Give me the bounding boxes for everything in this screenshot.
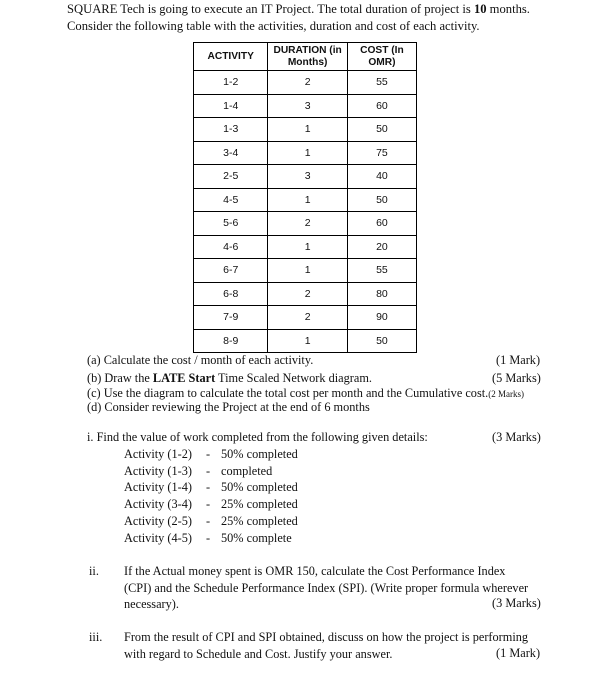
cell-activity: 6-8 [194, 282, 268, 306]
sub-question-iii-marks: (1 Mark) [496, 646, 541, 660]
cell-duration: 1 [268, 329, 347, 353]
intro-line-1: SQUARE Tech is going to execute an IT Project. The total duration of project is 10 months. [67, 2, 530, 16]
table-row [194, 94, 417, 118]
cell-activity: 2-5 [194, 165, 268, 189]
sub-question-ii: If the Actual money spent is OMR 150, calculate the Cost Performance Index (CPI) and the Schedule Performance Index (SPI). (Write proper formula wherever necessary). [124, 564, 529, 611]
sub-question-i: i. Find the value of work completed from the following given details: [87, 430, 428, 444]
cell-duration: 1 [268, 235, 347, 259]
header-activity: ACTIVITY [194, 43, 268, 71]
question-b-marks: (5 Marks) [492, 371, 541, 385]
cell-cost: 60 [347, 212, 416, 236]
list-item: Activity (2-5) - 25% completed [124, 513, 298, 528]
cell-activity: 1-4 [194, 94, 268, 118]
cell-cost: 50 [347, 188, 416, 212]
cell-duration: 3 [268, 94, 347, 118]
table-row [194, 306, 417, 330]
cell-activity: 1-2 [194, 71, 268, 95]
list-item: Activity (1-2) - 50% completed [124, 447, 298, 461]
table-row [194, 118, 417, 142]
question-c: (c) Use the diagram to calculate the total cost per month and the Cumulative cost.(2 Marks) [87, 386, 524, 400]
table-row [194, 212, 417, 236]
cell-activity: 7-9 [194, 306, 268, 330]
cell-activity: 1-3 [194, 118, 268, 142]
sub-question-iii: From the result of CPI and SPI obtained, discuss on how the project is performing with regard to Schedule and Cost. Justify your answer. [124, 630, 529, 661]
table-row [194, 165, 417, 189]
cell-duration: 1 [268, 259, 347, 283]
cell-duration: 2 [268, 71, 347, 95]
intro-line-2: Consider the following table with the activities, duration and cost of each activity. [67, 19, 480, 33]
cell-cost: 80 [347, 282, 416, 306]
table-row [194, 188, 417, 212]
header-cost: COST (In OMR) [347, 43, 416, 71]
table-row [194, 329, 417, 353]
table-row [194, 71, 417, 95]
cell-cost: 55 [347, 71, 416, 95]
cell-cost: 40 [347, 165, 416, 189]
question-b: (b) Draw the LATE Start Time Scaled Network diagram. [87, 371, 372, 385]
cell-cost: 50 [347, 118, 416, 142]
list-item: Activity (4-5) - 50% complete [124, 530, 292, 545]
cell-activity: 4-5 [194, 188, 268, 212]
header-duration: DURATION (in Months) [268, 43, 347, 71]
cell-cost: 60 [347, 94, 416, 118]
cell-duration: 2 [268, 306, 347, 330]
list-item: Activity (3-4) - 25% completed [124, 497, 298, 512]
cell-duration: 1 [268, 188, 347, 212]
sub-question-iii-number: iii. [89, 630, 103, 644]
list-item: Activity (1-4) - 50% completed [124, 480, 298, 495]
question-c-marks: (2 Marks) [488, 389, 524, 399]
cell-duration: 2 [268, 212, 347, 236]
cell-duration: 1 [268, 118, 347, 142]
table-row [194, 282, 417, 306]
list-item: Activity (1-3) - completed [124, 463, 273, 478]
sub-question-i-marks: (3 Marks) [492, 430, 541, 444]
cell-duration: 3 [268, 165, 347, 189]
table-row [194, 141, 417, 165]
question-a: (a) Calculate the cost / month of each activity. [87, 353, 314, 367]
cell-activity: 6-7 [194, 259, 268, 283]
question-d: (d) Consider reviewing the Project at the end of 6 months [87, 400, 370, 414]
question-a-marks: (1 Mark) [496, 353, 541, 367]
sub-question-ii-number: ii. [89, 564, 99, 578]
sub-question-ii-marks: (3 Marks) [492, 596, 541, 610]
cell-cost: 50 [347, 329, 416, 353]
cell-activity: 5-6 [194, 212, 268, 236]
table-row [194, 259, 417, 283]
cell-cost: 90 [347, 306, 416, 330]
activity-progress-list [124, 446, 298, 546]
activity-table [193, 42, 417, 353]
cell-activity: 8-9 [194, 329, 268, 353]
cell-activity: 4-6 [194, 235, 268, 259]
cell-activity: 3-4 [194, 141, 268, 165]
cell-duration: 2 [268, 282, 347, 306]
cell-cost: 55 [347, 259, 416, 283]
intro-paragraph [67, 1, 607, 35]
cell-duration: 1 [268, 141, 347, 165]
table-header-row [194, 43, 417, 71]
table-row [194, 235, 417, 259]
cell-cost: 75 [347, 141, 416, 165]
cell-cost: 20 [347, 235, 416, 259]
